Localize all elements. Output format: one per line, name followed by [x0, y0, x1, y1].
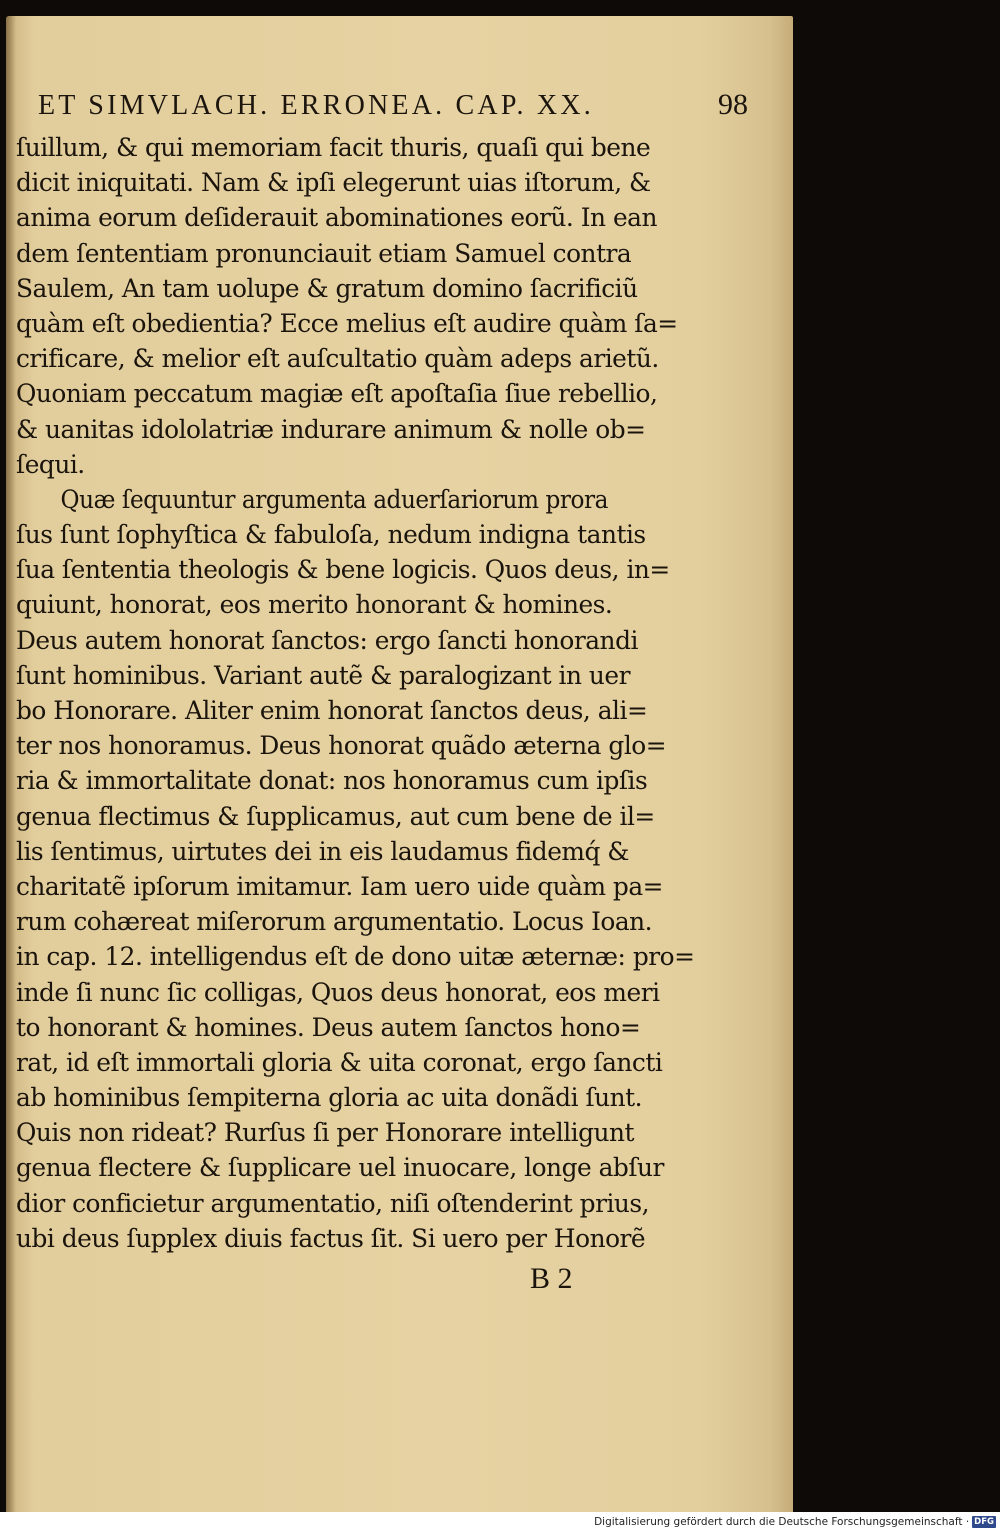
running-head	[38, 88, 748, 128]
text-line: ſequi.	[16, 449, 85, 479]
text-line: ter nos honoramus. Deus honorat quãdo æterna glo=	[16, 731, 667, 761]
text-line: in cap. 12. intelligendus eſt de dono uitæ æternæ: pro=	[16, 942, 695, 972]
dfg-logo-icon: DFG	[974, 1517, 994, 1527]
text-line: Quæ ſequuntur argumenta aduerſariorum prora	[60, 484, 608, 514]
text-line: Quoniam peccatum magiæ eſt apoſtaſia ſiue rebellio,	[16, 379, 658, 409]
text-line: ſua ſententia theologis & bene logicis. Quos deus, in=	[16, 555, 670, 585]
text-line: anima eorum deſiderauit abominationes eorũ. In ean	[16, 203, 657, 233]
text-line: to honorant & homines. Deus autem ſanctos hono=	[16, 1012, 641, 1042]
dfg-credit[interactable]	[594, 1516, 996, 1528]
text-line: bo Honorare. Aliter enim honorat ſanctos deus, ali=	[16, 696, 648, 725]
text-line: genua flectimus & ſupplicamus, aut cum bene de il=	[16, 801, 655, 831]
text-line: lis ſentimus, uirtutes dei in eis laudamus fidemq́ &	[16, 836, 629, 866]
text-line: genua flectere & ſupplicare uel inuocare, longe abſur	[16, 1153, 664, 1183]
text-line: quiunt, honorat, eos merito honorant & homines.	[16, 590, 613, 620]
text-line: Saulem, An tam uolupe & gratum domino ſacrificiũ	[16, 273, 638, 303]
text-line: ubi deus ſupplex diuis factus ſit. Si uero per Honorẽ	[16, 1223, 646, 1253]
text-line: charitatẽ ipſorum imitamur. Iam uero uide quàm pa=	[16, 871, 664, 901]
text-line: ria & immortalitate donat: nos honoramus cum ipſis	[16, 766, 648, 796]
text-line: ſus ſunt ſophyſtica & fabuloſa, nedum indigna tantis	[16, 520, 646, 550]
text-line: ab hominibus ſempiterna gloria ac uita donãdi ſunt.	[16, 1083, 643, 1113]
page-number: 98	[718, 88, 748, 121]
signature-line	[20, 1262, 720, 1302]
gutter-shadow	[6, 16, 16, 1512]
text-line: crificare, & melior eſt auſcultatio quàm adeps arietũ.	[16, 344, 659, 374]
dfg-credit-text: Digitalisierung gefördert durch die Deutsche Forschungsgemeinschaft ·	[594, 1516, 970, 1528]
text-line: rat, id eſt immortali gloria & uita coronat, ergo ſancti	[16, 1047, 663, 1077]
text-line: dicit iniquitati. Nam & ipſi elegerunt uias iſtorum, &	[16, 168, 651, 198]
text-line: Deus autem honorat ſanctos: ergo ſancti honorandi	[16, 625, 638, 655]
text-line: dior conficietur argumentatio, niſi oſtenderint prius,	[16, 1188, 650, 1218]
text-line: ſuillum, & qui memoriam facit thuris, quaſi qui bene	[16, 133, 651, 162]
text-line: ſunt hominibus. Variant autẽ & paralogizant in uer	[16, 660, 630, 690]
body-text	[16, 130, 736, 1256]
text-line: & uanitas idololatriæ indurare animum & nolle ob=	[16, 414, 646, 444]
signature-mark: B 2	[530, 1262, 573, 1295]
text-line: rum cohæreat miſerorum argumentatio. Locus Ioan.	[16, 907, 653, 937]
text-line: inde ſi nunc ſic colligas, Quos deus honorat, eos meri	[16, 977, 660, 1007]
text-line: quàm eſt obedientia? Ecce melius eſt audire quàm ſa=	[16, 308, 678, 338]
text-line: Quis non rideat? Rurſus ſi per Honorare intelligunt	[16, 1118, 635, 1148]
header-title: ET SIMVLACH. ERRONEA. CAP. XX.	[38, 90, 594, 121]
text-line: dem ſententiam pronunciauit etiam Samuel contra	[16, 238, 632, 268]
